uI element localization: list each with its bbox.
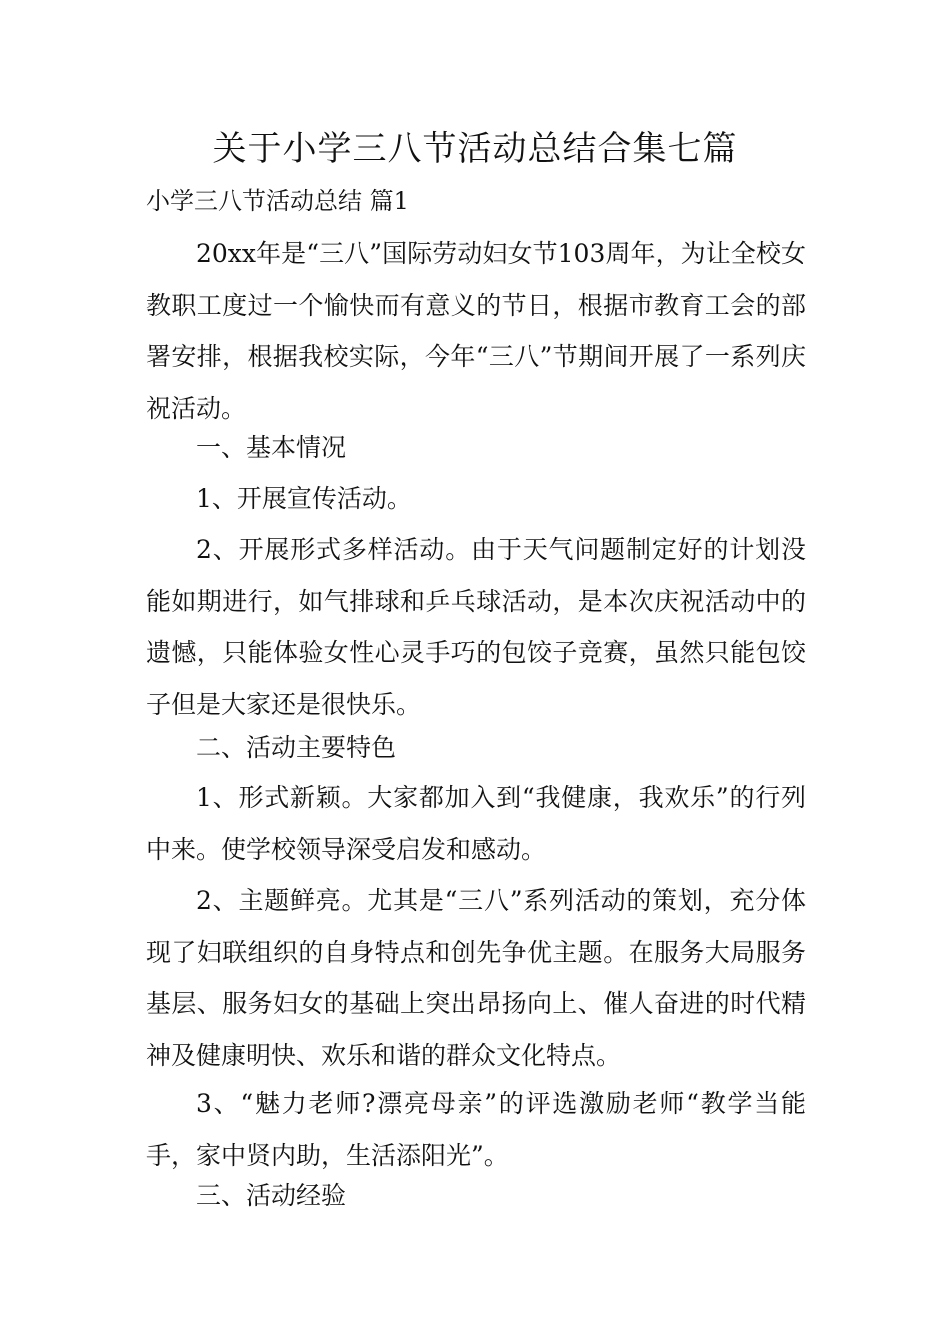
heading-basic-situation: 一、基本情况 [196,433,347,462]
paragraph-feature-1: 1、形式新颖。大家都加入到“我健康，我欢乐”的行列中来。使学校领导深受启发和感动。 [146,783,806,864]
paragraph-item-1: 1、开展宣传活动。 [196,484,412,513]
paragraph-feature-2: 2、主题鲜亮。尤其是“三八”系列活动的策划，充分体现了妇联组织的自身特点和创先争优主题。在服务大局服务基层、服务妇女的基础上突出昂扬向上、催人奋进的时代精神及健康明快、欢乐和谐的群众文化特点。 [146,886,806,1070]
paragraph-item-2: 2、开展形式多样活动。由于天气问题制定好的计划没能如期进行，如气排球和乒乓球活动，是本次庆祝活动中的遗憾，只能体验女性心灵手巧的包饺子竞赛，虽然只能包饺子但是大家还是很快乐。 [146,535,806,719]
paragraph-feature-3: 3、“魅力老师?漂亮母亲”的评选激励老师“教学当能手，家中贤内助，生活添阳光”。 [146,1089,806,1170]
section-subtitle: 小学三八节活动总结 篇1 [146,187,409,215]
heading-main-features: 二、活动主要特色 [196,733,397,762]
document-title: 关于小学三八节活动总结合集七篇 [212,129,738,169]
heading-activity-experience: 三、活动经验 [196,1181,347,1210]
paragraph-intro: 20xx年是“三八”国际劳动妇女节103周年，为让全校女教职工度过一个愉快而有意义的节日，根据市教育工会的部署安排，根据我校实际，今年“三八”节期间开展了一系列庆祝活动。 [146,239,806,423]
